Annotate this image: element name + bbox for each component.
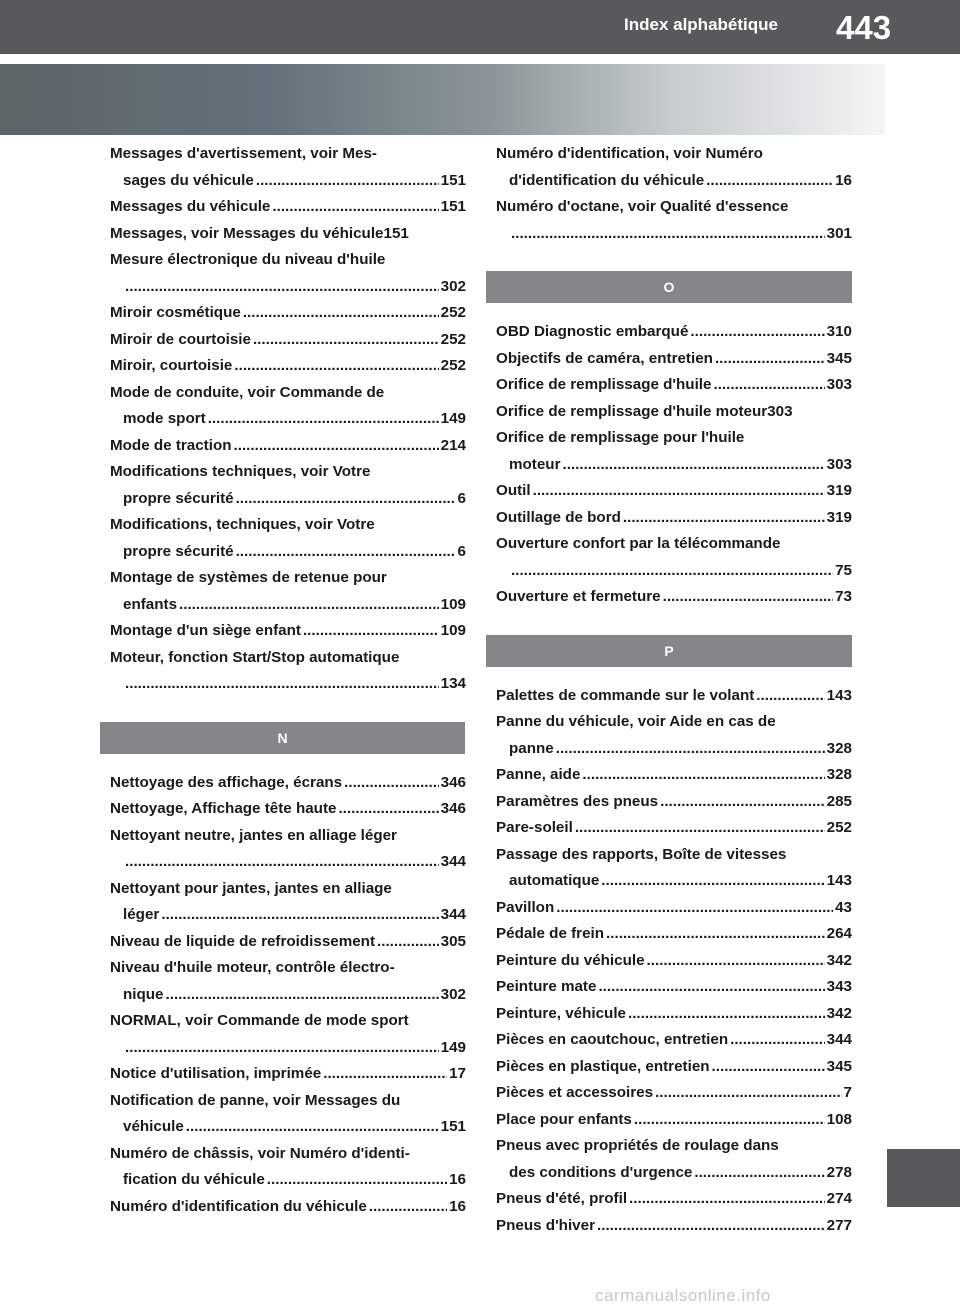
leader-dots (125, 1035, 439, 1062)
entry-text: enfants (123, 595, 178, 613)
entry-text: Pédale de frein (496, 925, 605, 942)
entry-text: panne (509, 739, 554, 757)
entry-page: 302 (440, 277, 466, 295)
entry-page: 151 (440, 1118, 466, 1135)
leader-dots (575, 815, 825, 842)
entry-text: Pneus avec propriétés de roulage dans (496, 1137, 779, 1154)
entry-page: 346 (440, 773, 466, 791)
entry-text: Palettes de commande sur le volant (496, 686, 755, 704)
index-entry (110, 929, 466, 956)
entry-page: 151 (440, 198, 466, 215)
entry-text: Pièces en plastique, entretien (496, 1057, 710, 1075)
index-entry (496, 505, 852, 532)
index-entry (110, 1194, 466, 1221)
entry-text: Notice d'utilisation, imprimée (110, 1065, 322, 1082)
entry-text: Panne du véhicule, voir Aide en cas de (496, 713, 776, 730)
index-entry (496, 921, 852, 948)
entry-page: 149 (440, 1038, 466, 1056)
leader-dots (730, 1027, 825, 1054)
entry-page: 16 (449, 1197, 466, 1215)
entry-text: Miroir de courtoisie (110, 330, 251, 348)
index-entry (110, 247, 466, 300)
leader-dots (598, 974, 824, 1001)
index-entry (110, 380, 466, 433)
index-entry (496, 1027, 852, 1054)
entry-text: mode sport (123, 410, 206, 427)
index-entry (110, 1008, 466, 1061)
entry-text: Orifice de remplissage d'huile (496, 376, 712, 393)
entry-page: 343 (826, 978, 852, 995)
entry-page: 16 (835, 171, 852, 189)
entry-text: Messages d'avertissement, voir Mes- (110, 145, 377, 162)
index-column-right (496, 141, 852, 1239)
entry-page: 17 (449, 1065, 466, 1082)
leader-dots (125, 849, 439, 876)
leader-dots (647, 948, 825, 975)
entry-text: Pièces et accessoires (496, 1084, 654, 1101)
leader-dots (125, 274, 439, 301)
section-header-p: P (486, 635, 852, 667)
leader-dots (253, 327, 439, 354)
entry-page: 6 (457, 542, 466, 560)
entry-text: Miroir, courtoisie (110, 357, 233, 374)
entry-text: Pavillon (496, 898, 555, 916)
entry-text: fication du véhicule (123, 1171, 265, 1188)
entry-page: 303 (826, 376, 852, 393)
entry-page: 319 (826, 508, 852, 526)
entry-text: Numéro d'octane, voir Qualité d'essence (496, 198, 789, 215)
entry-text: Nettoyant neutre, jantes en alliage léger (110, 826, 397, 844)
entry-text: Modifications techniques, voir Votre (110, 463, 371, 480)
header-band (0, 64, 885, 135)
leader-dots (562, 452, 824, 479)
entry-text: Peinture, véhicule (496, 1004, 626, 1022)
leader-dots (166, 982, 439, 1009)
entry-page: 301 (826, 224, 852, 242)
index-entry (496, 842, 852, 895)
entry-page: 346 (440, 800, 466, 817)
entry-text: Messages du véhicule (110, 198, 271, 215)
index-entry (496, 683, 852, 710)
index-entry (110, 796, 466, 823)
index-entry (496, 948, 852, 975)
entry-page: 303 (826, 455, 852, 473)
entry-page: 342 (826, 1004, 852, 1022)
index-entry (496, 1186, 852, 1213)
entry-text: Notification de panne, voir Messages du (110, 1091, 401, 1109)
leader-dots (606, 921, 825, 948)
entry-page: 143 (826, 872, 852, 889)
entry-page: 149 (440, 410, 466, 427)
leader-dots (267, 1167, 447, 1194)
page-number: 443 (836, 9, 892, 46)
leader-dots (601, 868, 824, 895)
entry-page: 319 (826, 482, 852, 499)
leader-dots (694, 1160, 824, 1187)
entry-text: Nettoyant pour jantes, jantes en alliage (110, 879, 392, 897)
entry-text: propre sécurité (123, 542, 234, 560)
leader-dots (623, 505, 825, 532)
index-entry (496, 584, 852, 611)
leader-dots (715, 346, 825, 373)
index-entry (110, 221, 466, 248)
entry-text: Orifice de remplissage d'huile moteur (496, 402, 768, 420)
index-entry (110, 876, 466, 929)
leader-dots (660, 789, 825, 816)
entry-page: 344 (826, 1031, 852, 1048)
leader-dots (634, 1107, 825, 1134)
index-entry (110, 353, 466, 380)
entry-page: 303 (767, 402, 793, 420)
leader-dots (629, 1186, 825, 1213)
index-entry (496, 762, 852, 789)
entry-text: des conditions d'urgence (509, 1163, 693, 1181)
entry-page: 75 (835, 561, 852, 579)
index-entry (110, 823, 466, 876)
index-entry (496, 425, 852, 478)
entry-page: 344 (440, 906, 466, 923)
entry-text: Orifice de remplissage pour l'huile (496, 429, 745, 446)
entry-page: 277 (826, 1216, 852, 1234)
leader-dots (323, 1061, 447, 1088)
entry-text: Pièces en caoutchouc, entretien (496, 1031, 729, 1048)
entry-text: Objectifs de caméra, entretien (496, 349, 713, 367)
index-entry (496, 372, 852, 399)
leader-dots (161, 902, 438, 929)
entry-page: 252 (440, 330, 466, 348)
index-entry (496, 399, 852, 426)
leader-dots (706, 168, 833, 195)
leader-dots (556, 736, 825, 763)
index-entry (110, 1088, 466, 1141)
entry-text: Mode de traction (110, 436, 232, 454)
leader-dots (369, 1194, 447, 1221)
entry-text: Mesure électronique du niveau d'huile (110, 251, 386, 268)
index-entry (496, 815, 852, 842)
entry-text: Panne, aide (496, 766, 581, 783)
leader-dots (597, 1213, 825, 1240)
entry-page: 344 (440, 853, 466, 870)
leader-dots (186, 1114, 439, 1141)
leader-dots (655, 1080, 841, 1107)
entry-text: Pneus d'été, profil (496, 1190, 628, 1207)
index-entry (496, 789, 852, 816)
index-entry (496, 1133, 852, 1186)
entry-text: Paramètres des pneus (496, 792, 659, 810)
entry-text: Niveau d'huile moteur, contrôle électro- (110, 959, 395, 976)
entry-page: 7 (843, 1084, 852, 1101)
leader-dots (243, 300, 439, 327)
entry-page: 252 (440, 357, 466, 374)
entry-text: Modifications, techniques, voir Votre (110, 516, 375, 533)
entry-text: Place pour enfants (496, 1110, 632, 1128)
leader-dots (533, 478, 825, 505)
entry-text: Pare-soleil (496, 819, 573, 836)
entry-text: Mode de conduite, voir Commande de (110, 383, 385, 401)
index-entry (110, 955, 466, 1008)
leader-dots (234, 353, 438, 380)
entry-page: 108 (826, 1110, 852, 1128)
entry-text: Messages, voir Messages du véhicule (110, 224, 384, 242)
leader-dots (511, 558, 833, 585)
thumb-tab (887, 1149, 960, 1207)
index-entry (110, 1141, 466, 1194)
leader-dots (125, 671, 439, 698)
entry-page: 305 (440, 932, 466, 950)
entry-page: 151 (383, 224, 409, 242)
index-entry (496, 194, 852, 247)
index-entry (496, 1213, 852, 1240)
entry-text: léger (123, 906, 160, 923)
leader-dots (236, 539, 456, 566)
entry-page: 143 (826, 686, 852, 704)
leader-dots (234, 433, 439, 460)
entry-page: 345 (826, 1057, 852, 1075)
entry-page: 134 (440, 675, 466, 692)
index-entry (110, 770, 466, 797)
index-entry (110, 141, 466, 194)
leader-dots (303, 618, 439, 645)
entry-page: 252 (440, 304, 466, 321)
index-entry (110, 327, 466, 354)
index-entry (496, 1054, 852, 1081)
entry-page: 274 (826, 1190, 852, 1207)
index-entry (496, 141, 852, 194)
entry-page: 109 (440, 622, 466, 639)
entry-page: 16 (449, 1171, 466, 1188)
leader-dots (179, 592, 439, 619)
section-title: Index alphabétique (624, 15, 778, 34)
index-entry (110, 565, 466, 618)
index-entry (110, 618, 466, 645)
leader-dots (756, 683, 824, 710)
index-entry (496, 1107, 852, 1134)
entry-text: Montage d'un siège enfant (110, 622, 301, 639)
entry-page: 278 (826, 1163, 852, 1181)
leader-dots (690, 319, 824, 346)
index-entry (496, 478, 852, 505)
index-entry (496, 319, 852, 346)
entry-text: Niveau de liquide de refroidissement (110, 932, 376, 950)
leader-dots (712, 1054, 825, 1081)
section-header-n: N (100, 722, 465, 754)
entry-text: propre sécurité (123, 489, 234, 507)
entry-text: nique (123, 985, 164, 1003)
entry-page: 151 (440, 171, 466, 189)
entry-page: 6 (457, 489, 466, 507)
index-entry (496, 709, 852, 762)
entry-text: sages du véhicule (123, 171, 254, 189)
header-bar (0, 0, 960, 54)
entry-text: NORMAL, voir Commande de mode sport (110, 1012, 409, 1029)
entry-text: automatique (509, 872, 600, 889)
index-entry (110, 512, 466, 565)
entry-page: 345 (826, 349, 852, 367)
entry-text: Nettoyage, Affichage tête haute (110, 800, 337, 817)
entry-page: 328 (826, 739, 852, 757)
entry-text: véhicule (123, 1118, 184, 1135)
entry-text: Outillage de bord (496, 508, 621, 526)
entry-page: 285 (826, 792, 852, 810)
entry-page: 73 (835, 588, 852, 605)
watermark: carmanualsonline.info (595, 1286, 771, 1305)
entry-text: Miroir cosmétique (110, 304, 241, 321)
leader-dots (556, 895, 833, 922)
leader-dots (377, 929, 439, 956)
index-entry (110, 300, 466, 327)
leader-dots (338, 796, 438, 823)
entry-text: Numéro de châssis, voir Numéro d'identi- (110, 1144, 410, 1162)
entry-page: 109 (440, 595, 466, 613)
entry-text: Ouverture confort par la télécommande (496, 535, 781, 552)
entry-page: 264 (826, 925, 852, 942)
index-entry (110, 459, 466, 512)
entry-text: OBD Diagnostic embarqué (496, 323, 689, 340)
index-entry (496, 974, 852, 1001)
index-entry (496, 1080, 852, 1107)
index-entry (496, 895, 852, 922)
entry-text: d'identification du véhicule (509, 171, 705, 189)
entry-page: 302 (440, 985, 466, 1003)
entry-text: Outil (496, 482, 531, 499)
entry-page: 328 (826, 766, 852, 783)
entry-text: Peinture du véhicule (496, 951, 645, 969)
entry-page: 342 (826, 951, 852, 969)
entry-text: Peinture mate (496, 978, 597, 995)
index-entry (110, 433, 466, 460)
index-entry (110, 1061, 466, 1088)
index-column-left (110, 141, 466, 1220)
leader-dots (511, 221, 825, 248)
index-entry (110, 645, 466, 698)
leader-dots (628, 1001, 825, 1028)
entry-text: Numéro d'identification, voir Numéro (496, 145, 763, 162)
leader-dots (713, 372, 824, 399)
index-entry (496, 346, 852, 373)
leader-dots (582, 762, 824, 789)
leader-dots (344, 770, 439, 797)
entry-text: Numéro d'identification du véhicule (110, 1197, 367, 1215)
entry-page: 43 (835, 898, 852, 916)
index-entry (496, 531, 852, 584)
entry-text: Moteur, fonction Start/Stop automatique (110, 648, 400, 666)
index-entry (110, 194, 466, 221)
leader-dots (236, 486, 456, 513)
section-header-o: O (486, 271, 852, 303)
entry-text: moteur (509, 455, 561, 473)
entry-text: Pneus d'hiver (496, 1216, 595, 1234)
entry-text: Montage de systèmes de retenue pour (110, 569, 387, 586)
leader-dots (208, 406, 439, 433)
entry-page: 310 (826, 323, 852, 340)
entry-text: Ouverture et fermeture (496, 588, 661, 605)
leader-dots (256, 168, 439, 195)
entry-text: Passage des rapports, Boîte de vitesses (496, 845, 787, 863)
leader-dots (663, 584, 834, 611)
entry-page: 252 (826, 819, 852, 836)
entry-text: Nettoyage des affichage, écrans (110, 773, 343, 791)
entry-page: 214 (440, 436, 466, 454)
index-entry (496, 1001, 852, 1028)
leader-dots (272, 194, 438, 221)
